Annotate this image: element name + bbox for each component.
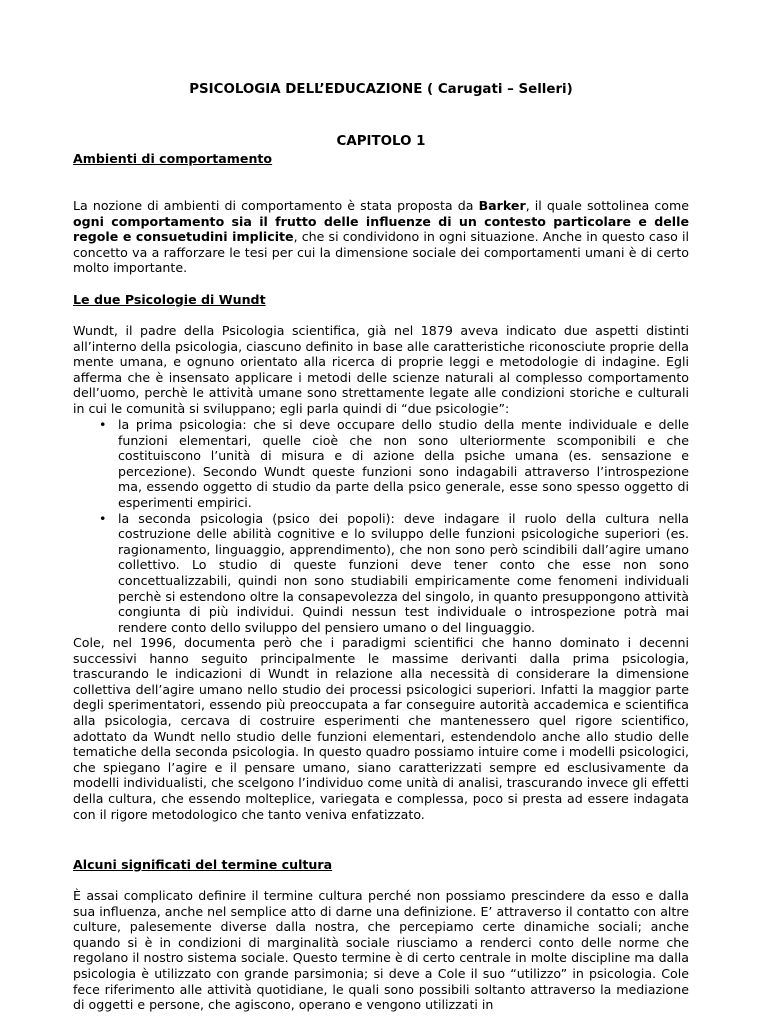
bullet-item-prima-psicologia <box>73 417 689 511</box>
bold-term-barker: Barker <box>478 198 526 213</box>
section-heading-wundt: Le due Psicologie di Wundt <box>73 292 266 307</box>
paragraph-text: La nozione di ambienti di comportamento è stata proposta da <box>73 198 479 213</box>
bullet-icon: • <box>99 510 107 526</box>
bullet-text: la prima psicologia: che si deve occupare dello studio della mente individuale e delle funzioni elementari, quelle cioè che non sono ulteriormente scomponibili e che costituiscono l’unità di misura e di azione della psiche umana (es. sensazione e percezione). Secondo Wundt queste funzioni sono indagabili attraverso l’introspezione ma, essendo oggetto di studio da parte della psico generale, esse sono spesso oggetto di esperimenti empirici. <box>118 417 689 510</box>
chapter-heading: CAPITOLO 1 <box>336 134 426 149</box>
bullet-icon: • <box>99 417 107 432</box>
paragraph-wundt-intro: Wundt, il padre della Psicologia scientifica, già nel 1879 aveva indicato due aspetti distinti all’interno della psicologia, ciascuno definito in base alle caratteristiche riconosciute proprie della mente umana, e ognuno orientato alla ricerca di proprie leggi e metodologie di indagine. Egli afferma che è insensato applicare i metodi delle scienze naturali al complesso comportamento dell’uomo, perchè le attività umane sono strettamente legate alle condizioni storiche e culturali in cui le comunità si sviluppano; egli parla quindi di “due psicologie”: <box>73 323 689 416</box>
section-heading-cultura: Alcuni significati del termine cultura <box>73 857 333 872</box>
section-heading-ambienti: Ambienti di comportamento <box>73 151 273 166</box>
bold-phrase: ogni comportamento sia il frutto delle influenze di un contesto particolare e delle regole e consuetudini implicite <box>73 213 689 245</box>
paragraph-cole: Cole, nel 1996, documenta però che i paradigmi scientifici che hanno dominato i decenni successivi hanno seguito principalmente le massime derivanti dalla prima psicologia, trascurando le indicazioni di Wundt in relazione alla necessità di considerare la dimensione collettiva dell’agire umano nello studio dei processi psicologici superiori. Infatti la maggior parte degli sperimentatori, essendo più preoccupata a far conseguire autorità accademica e scientifica alla psicologia, cercava di costruire esperimenti che mantenessero quel rigore scientifico, adottato da Wundt nello studio delle funzioni elementari, estendendolo anche allo studio delle tematiche della seconda psicologia. In questo quadro possiamo intuire come i modelli psicologici, che spiegano l’agire e il pensare umano, siano caratterizzati sempre ed esclusivamente da modelli individualisti, che scelgono l’individuo come unità di analisi, trascurando invece gli effetti della cultura, che essendo molteplice, variegata e complessa, poco si presta ad essere indagata con il rigore metodologico che tanto veniva enfatizzato. <box>73 635 689 822</box>
paragraph-text: , il quale sottolinea come <box>525 198 689 213</box>
bullet-item-seconda-psicologia <box>73 511 689 636</box>
bullet-list-psicologie <box>73 417 689 635</box>
paragraph-ambienti <box>73 198 689 276</box>
paragraph-text: , che si condividono in ogni situazione. Anche in questo caso il concetto va a rafforzare le tesi per cui la dimensione sociale dei comportamenti umani è di certo molto importante. <box>73 229 689 276</box>
bullet-text: la seconda psicologia (psico dei popoli): deve indagare il ruolo della cultura nella costruzione delle abilità cognitive e lo sviluppo delle funzioni psicologiche superiori (es. ragionamento, linguaggio, apprendimento), che non sono però scindibili dall’agire umano collettivo. Lo studio di queste funzioni deve tener conto che esse non sono concettualizzabili, quindi non sono studiabili empiricamente come fenomeni individuali perchè si estendono oltre la consapevolezza del singolo, in quanto presuppongono attività congiunta di più individui. Quindi nessun test individuale o introspezione potrà mai rendere conto dello sviluppo del pensiero umano o del linguaggio. <box>118 510 689 635</box>
document-title: PSICOLOGIA DELL’EDUCAZIONE ( Carugati – Selleri) <box>189 82 573 97</box>
paragraph-cultura: È assai complicato definire il termine cultura perché non possiamo prescindere da esso e dalla sua influenza, anche nel semplice atto di darne una definizione. E’ attraverso il contatto con altre culture, palesemente diverse dalla nostra, che percepiamo certe dinamiche sociali; anche quando si è in condizioni di marginalità sociale riusciamo a renderci conto delle norme che regolano il nostro sistema sociale. Questo termine è di certo centrale in molte discipline ma dalla psicologia è utilizzato con grande parsimonia; si deve a Cole il suo “utilizzo” in psicologia. Cole fece riferimento alle attività quotidiane, le quali sono possibili soltanto attraverso la mediazione di oggetti e persone, che agiscono, operano e vengono utilizzati in <box>73 888 689 1013</box>
